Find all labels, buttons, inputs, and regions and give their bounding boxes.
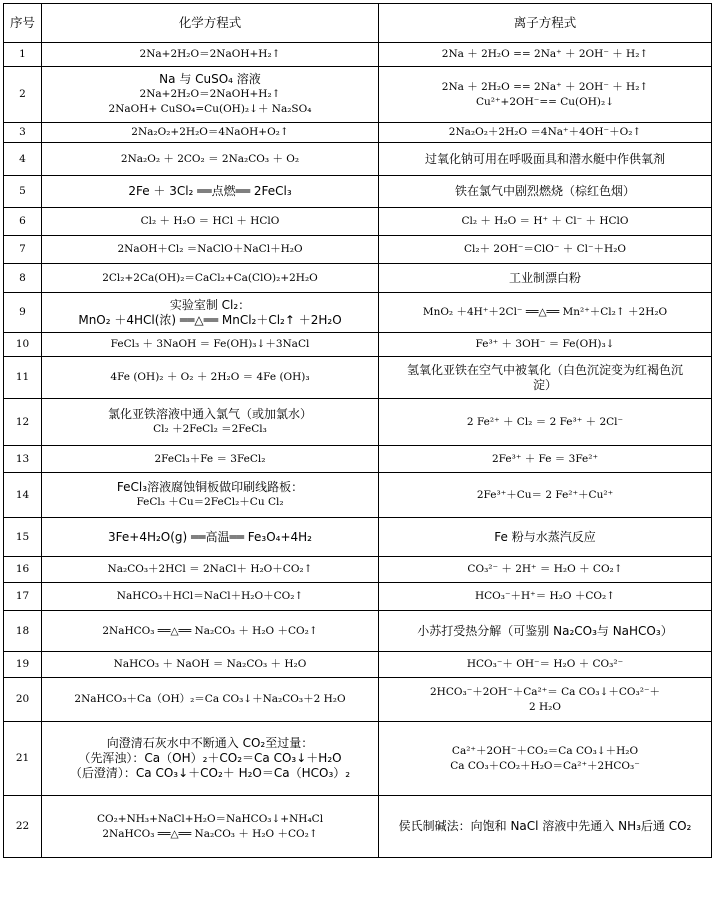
equation-line: 2Na₂O₂+2H₂O＝4NaOH+O₂↑ bbox=[131, 126, 289, 138]
header-ionic-equation: 离子方程式 bbox=[379, 4, 712, 43]
header-number: 序号 bbox=[4, 4, 42, 43]
chemical-equation-cell bbox=[42, 264, 379, 293]
ionic-equation-cell bbox=[379, 333, 712, 357]
table-row bbox=[4, 583, 712, 611]
chemical-equation-cell bbox=[42, 123, 379, 143]
row-number: 1 bbox=[4, 43, 42, 67]
chemical-equation-cell bbox=[42, 67, 379, 123]
ionic-line: Cl₂ ＋ H₂O ＝ H⁺ ＋ Cl⁻ ＋ HClO bbox=[461, 215, 629, 227]
ionic-equation-cell bbox=[379, 678, 712, 722]
ionic-line: 侯氏制碱法：向饱和 NaCl 溶液中先通入 NH₃后通 CO₂ bbox=[398, 819, 692, 833]
chemical-equation-cell bbox=[42, 557, 379, 583]
ionic-equation-cell bbox=[379, 208, 712, 236]
ionic-line: Cl₂＋ 2OH⁻＝ClO⁻ ＋ Cl⁻＋H₂O bbox=[463, 243, 627, 255]
equation-line: Na 与 CuSO₄ 溶液 bbox=[159, 72, 261, 86]
chemical-equation-cell bbox=[42, 333, 379, 357]
table-row bbox=[4, 722, 712, 796]
ionic-line: 2Na₂O₂＋2H₂O ＝4Na⁺＋4OH⁻＋O₂↑ bbox=[448, 126, 642, 138]
ionic-equation-cell bbox=[379, 357, 712, 399]
row-number: 21 bbox=[4, 722, 42, 796]
ionic-line: 2HCO₃⁻＋2OH⁻＋Ca²⁺＝ Ca CO₃↓＋CO₃²⁻＋ bbox=[430, 685, 660, 698]
equation-line: FeCl₃ ＋ 3NaOH ＝ Fe(OH)₃↓＋3NaCl bbox=[110, 338, 310, 350]
chemical-equation-cell bbox=[42, 143, 379, 176]
table-row bbox=[4, 293, 712, 333]
ionic-line: 铁在氯气中剧烈燃烧（棕红色烟） bbox=[454, 184, 635, 198]
ionic-equation-cell bbox=[379, 518, 712, 557]
equation-line: 2Na₂O₂ ＋ 2CO₂ ＝ 2Na₂CO₃ ＋ O₂ bbox=[120, 152, 300, 165]
table-row bbox=[4, 473, 712, 518]
table-row bbox=[4, 176, 712, 208]
ionic-equation-cell bbox=[379, 43, 712, 67]
table-row bbox=[4, 123, 712, 143]
ionic-equation-cell bbox=[379, 176, 712, 208]
ionic-line: 2Na ＋ 2H₂O == 2Na⁺ ＋ 2OH⁻ ＋ H₂↑ bbox=[441, 80, 649, 93]
table-row bbox=[4, 518, 712, 557]
row-number: 14 bbox=[4, 473, 42, 518]
ionic-line: Fe 粉与水蒸汽反应 bbox=[494, 529, 596, 544]
equation-line: FeCl₃溶液腐蚀铜板做印刷线路板： bbox=[116, 480, 304, 494]
chemical-equation-cell bbox=[42, 652, 379, 678]
row-number: 20 bbox=[4, 678, 42, 722]
ionic-equation-cell bbox=[379, 399, 712, 446]
ionic-line: 过氧化钠可用在呼吸面具和潜水艇中作供氧剂 bbox=[424, 151, 665, 166]
table-row bbox=[4, 43, 712, 67]
equation-line: 2NaHCO₃＋Ca（OH）₂＝Ca CO₃↓＋Na₂CO₃＋2 H₂O bbox=[74, 693, 346, 705]
chemical-equation-cell bbox=[42, 293, 379, 333]
equation-line: NaHCO₃ ＋ NaOH ＝ Na₂CO₃ ＋ H₂O bbox=[113, 658, 307, 670]
table-row bbox=[4, 236, 712, 264]
ionic-equation-cell bbox=[379, 293, 712, 333]
table-row bbox=[4, 678, 712, 722]
table-row bbox=[4, 143, 712, 176]
chemical-equation-cell bbox=[42, 43, 379, 67]
equation-line: （后澄清）：Ca CO₃↓＋CO₂＋ H₂O＝Ca（HCO₃）₂ bbox=[69, 766, 351, 780]
equation-line: 氯化亚铁溶液中通入氯气（或加氯水） bbox=[107, 407, 312, 421]
ionic-line: 2 H₂O bbox=[529, 700, 561, 713]
table-row bbox=[4, 333, 712, 357]
equation-line: Na₂CO₃＋2HCl ＝ 2NaCl＋ H₂O＋CO₂↑ bbox=[107, 563, 313, 575]
table-row bbox=[4, 796, 712, 858]
ionic-equation-cell bbox=[379, 796, 712, 858]
row-number: 9 bbox=[4, 293, 42, 333]
equation-line: 实验室制 Cl₂： bbox=[169, 297, 251, 312]
row-number: 16 bbox=[4, 557, 42, 583]
equation-line: 2Na+2H₂O＝2NaOH+H₂↑ bbox=[139, 88, 281, 100]
equation-line: MnO₂ ＋4HCl(浓) ══△══ MnCl₂＋Cl₂↑ ＋2H₂O bbox=[78, 312, 342, 327]
row-number: 5 bbox=[4, 176, 42, 208]
ionic-line: MnO₂ ＋4H⁺＋2Cl⁻ ══△══ Mn²⁺＋Cl₂↑ ＋2H₂O bbox=[422, 306, 668, 318]
ionic-equation-cell bbox=[379, 473, 712, 518]
row-number: 15 bbox=[4, 518, 42, 557]
chemical-equation-cell bbox=[42, 722, 379, 796]
ionic-equation-cell bbox=[379, 264, 712, 293]
equation-line: CO₂+NH₃+NaCl+H₂O＝NaHCO₃↓+NH₄Cl bbox=[96, 812, 324, 825]
chemical-equation-cell bbox=[42, 446, 379, 473]
equation-line: 2FeCl₃＋Fe ＝ 3FeCl₂ bbox=[154, 452, 266, 465]
equation-line: NaHCO₃＋HCl＝NaCl＋H₂O＋CO₂↑ bbox=[116, 590, 304, 602]
chemical-equation-cell bbox=[42, 678, 379, 722]
ionic-equation-cell bbox=[379, 652, 712, 678]
ionic-equation-cell bbox=[379, 583, 712, 611]
table-row bbox=[4, 557, 712, 583]
row-number: 4 bbox=[4, 143, 42, 176]
equation-line: 2NaHCO₃ ══△══ Na₂CO₃ ＋ H₂O ＋CO₂↑ bbox=[102, 827, 318, 840]
row-number: 22 bbox=[4, 796, 42, 858]
equation-table bbox=[3, 3, 712, 858]
chemical-equation-cell bbox=[42, 176, 379, 208]
ionic-equation-cell bbox=[379, 143, 712, 176]
row-number: 10 bbox=[4, 333, 42, 357]
chemical-equation-cell bbox=[42, 473, 379, 518]
table-row bbox=[4, 264, 712, 293]
table-row bbox=[4, 208, 712, 236]
ionic-line: Fe³⁺ ＋ 3OH⁻ ＝ Fe(OH)₃↓ bbox=[475, 338, 615, 350]
equation-line: 2NaOH＋Cl₂ ＝NaClO＋NaCl＋H₂O bbox=[117, 243, 303, 255]
ionic-line: Ca²⁺＋2OH⁻＋CO₂＝Ca CO₃↓＋H₂O bbox=[451, 744, 639, 757]
ionic-equation-cell bbox=[379, 611, 712, 652]
equation-line: Cl₂ ＋2FeCl₂ ＝2FeCl₃ bbox=[153, 423, 267, 435]
ionic-line: 工业制漂白粉 bbox=[508, 270, 581, 285]
table-row bbox=[4, 399, 712, 446]
header-chemical-equation: 化学方程式 bbox=[42, 4, 379, 43]
ionic-line: 2Fe³⁺＋Cu＝ 2 Fe²⁺＋Cu²⁺ bbox=[476, 488, 614, 501]
table-row bbox=[4, 67, 712, 123]
chemical-equation-cell bbox=[42, 796, 379, 858]
row-number: 7 bbox=[4, 236, 42, 264]
ionic-line: 2 Fe²⁺ ＋ Cl₂ ＝ 2 Fe³⁺ ＋ 2Cl⁻ bbox=[466, 415, 624, 428]
chemical-equation-cell bbox=[42, 357, 379, 399]
ionic-equation-cell bbox=[379, 236, 712, 264]
equation-line: 2Cl₂+2Ca(OH)₂＝CaCl₂+Ca(ClO)₂+2H₂O bbox=[102, 271, 318, 284]
row-number: 6 bbox=[4, 208, 42, 236]
chemical-equation-cell bbox=[42, 236, 379, 264]
ionic-equation-cell bbox=[379, 557, 712, 583]
ionic-line: HCO₃⁻＋H⁺＝ H₂O ＋CO₂↑ bbox=[474, 590, 616, 602]
equation-line: FeCl₃ ＋Cu＝2FeCl₂＋Cu Cl₂ bbox=[136, 496, 284, 508]
equation-line: 向澄清石灰水中不断通入 CO₂至过量： bbox=[106, 736, 314, 750]
row-number: 2 bbox=[4, 67, 42, 123]
equation-line: Cl₂ ＋ H₂O ＝ HCl ＋ HClO bbox=[140, 215, 280, 227]
row-number: 11 bbox=[4, 357, 42, 399]
ionic-line: 淀） bbox=[532, 377, 557, 392]
ionic-line: Ca CO₃＋CO₂＋H₂O＝Ca²⁺＋2HCO₃⁻ bbox=[450, 759, 640, 772]
chemical-equation-cell bbox=[42, 208, 379, 236]
ionic-line: 2Na ＋ 2H₂O == 2Na⁺ ＋ 2OH⁻ ＋ H₂↑ bbox=[441, 48, 649, 60]
table-row bbox=[4, 446, 712, 473]
ionic-line: 氢氧化亚铁在空气中被氧化（白色沉淀变为红褐色沉 bbox=[406, 362, 683, 377]
equation-line: 2Fe ＋ 3Cl₂ ══点燃══ 2FeCl₃ bbox=[128, 184, 292, 198]
table-row bbox=[4, 611, 712, 652]
row-number: 8 bbox=[4, 264, 42, 293]
equation-line: 2NaOH+ CuSO₄=Cu(OH)₂↓＋ Na₂SO₄ bbox=[108, 103, 312, 115]
row-number: 18 bbox=[4, 611, 42, 652]
table-row bbox=[4, 652, 712, 678]
row-number: 19 bbox=[4, 652, 42, 678]
ionic-equation-cell bbox=[379, 722, 712, 796]
ionic-line: Cu²⁺+2OH⁻== Cu(OH)₂↓ bbox=[475, 95, 615, 108]
ionic-line: 2Fe³⁺ ＋ Fe ＝ 3Fe²⁺ bbox=[492, 452, 598, 465]
row-number: 13 bbox=[4, 446, 42, 473]
ionic-line: CO₃²⁻ ＋ 2H⁺ ＝ H₂O ＋ CO₂↑ bbox=[467, 563, 623, 575]
chemical-equation-cell bbox=[42, 583, 379, 611]
equation-line: 2Na+2H₂O＝2NaOH+H₂↑ bbox=[139, 48, 281, 60]
ionic-equation-cell bbox=[379, 67, 712, 123]
chemical-equation-cell bbox=[42, 518, 379, 557]
row-number: 17 bbox=[4, 583, 42, 611]
row-number: 12 bbox=[4, 399, 42, 446]
ionic-equation-cell bbox=[379, 446, 712, 473]
ionic-line: HCO₃⁻＋ OH⁻＝ H₂O ＋ CO₃²⁻ bbox=[466, 658, 624, 670]
chemical-equation-cell bbox=[42, 399, 379, 446]
equation-line: 4Fe (OH)₂ ＋ O₂ ＋ 2H₂O ＝ 4Fe (OH)₃ bbox=[110, 371, 310, 383]
chemical-equation-cell bbox=[42, 611, 379, 652]
row-number: 3 bbox=[4, 123, 42, 143]
equation-line: 3Fe+4H₂O(g) ══高温══ Fe₃O₄+4H₂ bbox=[108, 529, 312, 544]
table-row bbox=[4, 357, 712, 399]
ionic-equation-cell bbox=[379, 123, 712, 143]
ionic-line: 小苏打受热分解（可鉴别 Na₂CO₃与 NaHCO₃） bbox=[417, 623, 673, 638]
equation-line: （先浑浊）：Ca（OH）₂＋CO₂＝Ca CO₃↓＋H₂O bbox=[78, 751, 342, 765]
header-row bbox=[4, 4, 712, 43]
equation-line: 2NaHCO₃ ══△══ Na₂CO₃ ＋ H₂O ＋CO₂↑ bbox=[102, 624, 318, 637]
